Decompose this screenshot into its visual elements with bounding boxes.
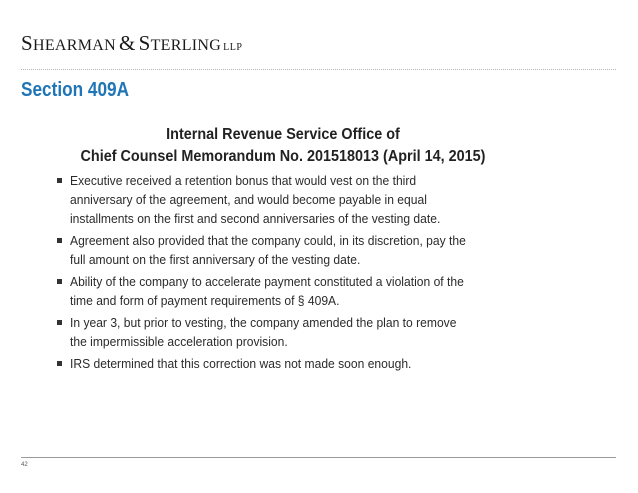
memo-heading	[40, 124, 526, 168]
square-bullet-icon	[57, 238, 62, 243]
logo-initial-2: S	[138, 31, 151, 55]
header-divider	[21, 69, 616, 70]
square-bullet-icon	[57, 178, 62, 183]
bullet-text: Agreement also provided that the company could, in its discretion, pay the full amount on the first anniversary of the vesting date.	[70, 233, 466, 267]
bullet-item	[57, 231, 525, 269]
bullet-item	[57, 354, 525, 373]
logo-suffix: LLP	[223, 42, 243, 53]
logo-initial-1: S	[21, 31, 33, 55]
bullet-text: Executive received a retention bonus that would vest on the third anniversary of the agreement, and would become payable in equal installments on the first and second anniversaries of the vesting date.	[70, 173, 441, 226]
section-title: Section 409A	[21, 79, 130, 101]
page-number: 42	[21, 462, 28, 468]
bullet-item	[57, 313, 525, 351]
bullet-item	[57, 272, 525, 310]
square-bullet-icon	[57, 320, 62, 325]
logo-text-1: HEARMAN	[32, 37, 116, 54]
bullet-text: IRS determined that this correction was not made soon enough.	[70, 356, 412, 371]
bullet-text: In year 3, but prior to vesting, the company amended the plan to remove the impermissible acceleration provision.	[70, 315, 457, 349]
square-bullet-icon	[57, 361, 62, 366]
footer-divider	[21, 457, 616, 458]
bullet-text: Ability of the company to accelerate payment constituted a violation of the time and form of payment requirements of § 409A.	[70, 274, 464, 308]
memo-heading-line-1: Internal Revenue Service Office of	[166, 126, 400, 143]
logo-ampersand: &	[118, 31, 136, 55]
firm-logo	[21, 31, 242, 60]
logo-text-2: TERLING	[150, 37, 222, 54]
bullet-list	[57, 171, 525, 376]
bullet-item	[57, 171, 525, 228]
memo-heading-line-2: Chief Counsel Memorandum No. 201518013 (April 14, 2015)	[80, 148, 486, 165]
square-bullet-icon	[57, 279, 62, 284]
